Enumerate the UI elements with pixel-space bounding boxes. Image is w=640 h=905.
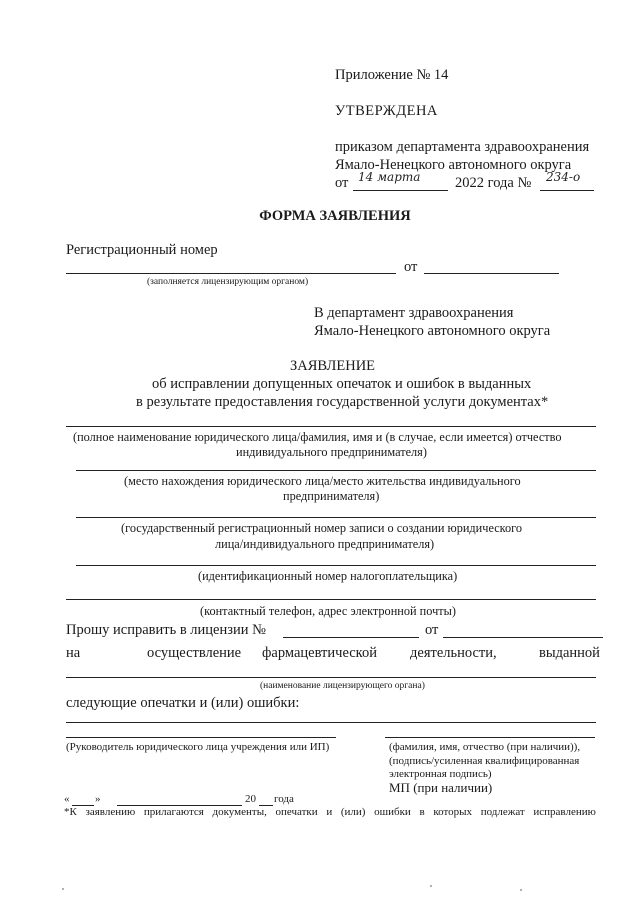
license-number-line[interactable] xyxy=(283,637,419,638)
order-line-1: приказом департамента здравоохранения xyxy=(335,139,590,155)
footnote-word: ошибки xyxy=(374,806,411,818)
applicant-name-line[interactable] xyxy=(66,426,596,427)
request-word-5: выданной xyxy=(539,645,600,661)
order-line-2: Ямало-Ненецкого автономного округа xyxy=(335,157,572,173)
scan-speck xyxy=(430,885,432,887)
signature-right-note-2: (подпись/усиленная квалифицированная xyxy=(389,755,580,767)
footnote-word: документы, xyxy=(212,806,267,818)
order-date-prefix: от xyxy=(335,175,349,191)
date-quote-open: « xyxy=(64,793,70,805)
footnote-word: в xyxy=(419,806,425,818)
errors-label: следующие опечатки и (или) ошибки: xyxy=(66,695,300,711)
field-applicant-name-line-1: (полное наименование юридического лица/фамилия, имя и (в случае, если имеется) отчество xyxy=(73,430,562,444)
scan-speck xyxy=(62,888,64,890)
registration-note: (заполняется лицензирующим органом) xyxy=(147,277,309,287)
footnote-word: исправлению xyxy=(533,806,596,818)
licensing-authority-line[interactable] xyxy=(66,677,596,678)
year-suffix: года xyxy=(274,793,294,805)
footnote-word: и xyxy=(326,806,333,818)
field-contacts: (контактный телефон, адрес электронной почты) xyxy=(200,604,456,618)
footnote-word: (или) xyxy=(340,806,366,818)
registration-from: от xyxy=(404,259,418,275)
statement-subtitle-1: об исправлении допущенных опечаток и ошибок в выданных xyxy=(152,376,532,392)
contacts-line[interactable] xyxy=(66,599,596,600)
seal-place: МП (при наличии) xyxy=(389,780,493,795)
addressee-line-1: В департамент здравоохранения xyxy=(314,305,514,321)
number-underline xyxy=(540,190,594,191)
request-word-2: осуществление xyxy=(147,645,242,661)
footnote xyxy=(64,806,596,818)
registration-date-line[interactable] xyxy=(424,273,559,274)
footnote-word: которых xyxy=(433,806,473,818)
signature-line[interactable] xyxy=(385,737,595,738)
date-quote-close: » xyxy=(95,793,101,805)
field-state-registration-line-1: (государственный регистрационный номер записи о создании юридического xyxy=(121,521,523,535)
field-location-line-2: предпринимателя) xyxy=(283,489,380,503)
field-state-registration-line-2: лица/индивидуального предпринимателя) xyxy=(215,537,435,551)
footnote-word: опечатки xyxy=(275,806,318,818)
footnote-word: *К xyxy=(64,806,77,818)
request-word-1: на xyxy=(66,645,81,661)
scan-speck xyxy=(520,889,522,891)
signature-right-note-3: электронная подпись) xyxy=(389,768,492,780)
request-word-3: фармацевтической xyxy=(262,645,377,661)
year-prefix: 20 xyxy=(245,793,256,805)
appendix-number: Приложение № 14 xyxy=(335,67,449,83)
signature-left-note: (Руководитель юридического лица учреждения или ИП) xyxy=(66,741,330,753)
field-location-line-1: (место нахождения юридического лица/место жительства индивидуального xyxy=(124,474,521,488)
request-from: от xyxy=(425,622,439,638)
date-underline xyxy=(353,190,448,191)
location-line[interactable] xyxy=(76,470,596,471)
registration-number-line[interactable] xyxy=(66,273,396,274)
statement-subtitle-2: в результате предоставления государственной услуги документах* xyxy=(136,394,549,410)
signer-line[interactable] xyxy=(66,737,336,738)
form-title: ФОРМА ЗАЯВЛЕНИЯ xyxy=(259,208,411,224)
order-number-handwritten: 234-о xyxy=(546,170,581,184)
registration-record-line[interactable] xyxy=(76,517,596,518)
request-prefix: Прошу исправить в лицензии № xyxy=(66,622,266,638)
field-tax-id: (идентификационный номер налогоплательщика) xyxy=(198,569,458,583)
footnote-word: прилагаются xyxy=(143,806,204,818)
order-date-handwritten: 14 марта xyxy=(358,170,421,184)
license-date-line[interactable] xyxy=(443,637,603,638)
approved-label: УТВЕРЖДЕНА xyxy=(335,103,438,119)
tax-id-line[interactable] xyxy=(76,565,596,566)
field-applicant-name-line-2: индивидуального предпринимателя) xyxy=(236,445,427,459)
registration-label: Регистрационный номер xyxy=(66,242,218,258)
footnote-word: заявлению xyxy=(85,806,136,818)
request-word-4: деятельности, xyxy=(410,645,497,661)
addressee-line-2: Ямало-Ненецкого автономного округа xyxy=(314,323,551,339)
signature-right-note-1: (фамилия, имя, отчество (при наличии)), xyxy=(389,741,581,753)
statement-title: ЗАЯВЛЕНИЕ xyxy=(290,358,376,374)
order-year-text: 2022 года № xyxy=(455,175,532,191)
errors-line-1[interactable] xyxy=(66,722,596,723)
org-note: (наименование лицензирующего органа) xyxy=(260,681,425,691)
footnote-word: подлежат xyxy=(480,806,525,818)
